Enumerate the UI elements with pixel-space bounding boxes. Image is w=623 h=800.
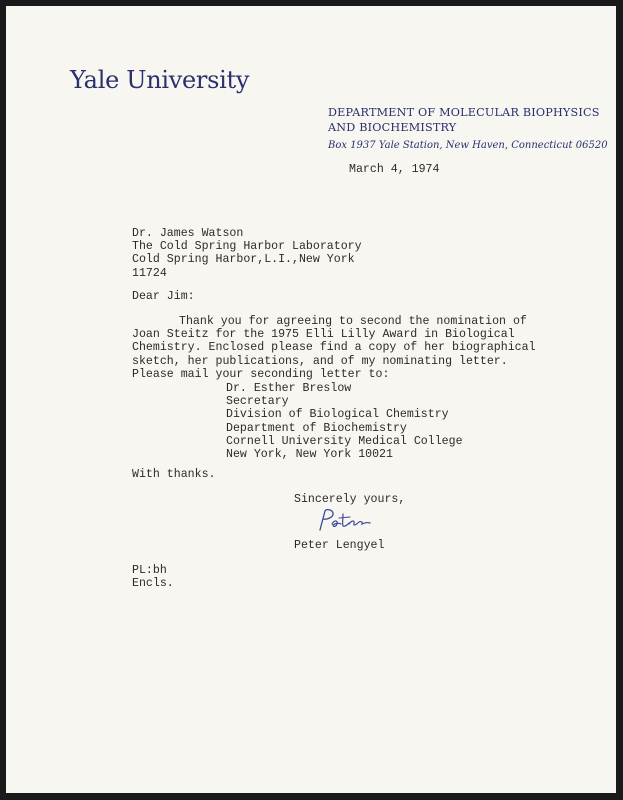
- body-line: sketch, her publications, and of my nominating letter.: [132, 354, 508, 368]
- department-name: [328, 105, 600, 135]
- recipient-address: [132, 227, 362, 280]
- body-line: Thank you for agreeing to second the nomination of: [179, 315, 527, 328]
- letter-date: March 4, 1974: [349, 163, 440, 176]
- department-address: Box 1937 Yale Station, New Haven, Connecticut 06520: [328, 140, 608, 151]
- recipient-line: 11724: [132, 266, 167, 280]
- body-line: Joan Steitz for the 1975 Elli Lilly Award in Biological: [132, 328, 515, 342]
- closing: Sincerely yours,: [294, 493, 406, 506]
- institution-logo: Yale University: [70, 66, 250, 94]
- recipient-line: Cold Spring Harbor,L.I.,New York: [132, 253, 355, 267]
- enclosures-note: Encls.: [132, 577, 174, 591]
- reference-block: [132, 564, 174, 590]
- department-line-2: AND BIOCHEMISTRY: [328, 121, 457, 134]
- signature-scribble: [312, 506, 382, 536]
- department-line-1: DEPARTMENT OF MOLECULAR BIOPHYSICS: [328, 106, 600, 119]
- thanks-line: With thanks.: [132, 468, 216, 481]
- secretary-address: [226, 382, 463, 461]
- secretary-address-line: Cornell University Medical College: [226, 434, 463, 448]
- body-line: Chemistry. Enclosed please find a copy of her biographical: [132, 341, 536, 355]
- secretary-address-line: Department of Biochemistry: [226, 421, 407, 435]
- secretary-address-line: Division of Biological Chemistry: [226, 408, 449, 422]
- body-line: Please mail your seconding letter to:: [132, 367, 390, 381]
- letter-body: [132, 315, 536, 381]
- recipient-line: The Cold Spring Harbor Laboratory: [132, 240, 362, 254]
- reference-initials: PL:bh: [132, 564, 167, 577]
- secretary-address-line: Dr. Esther Breslow: [226, 382, 352, 395]
- secretary-address-line: Secretary: [226, 395, 289, 409]
- secretary-address-line: New York, New York 10021: [226, 448, 393, 462]
- recipient-line: Dr. James Watson: [132, 227, 244, 240]
- handwritten-signature: [312, 506, 382, 541]
- signer-name: Peter Lengyel: [294, 539, 385, 552]
- salutation: Dear Jim:: [132, 290, 195, 303]
- letter-page: [6, 6, 616, 793]
